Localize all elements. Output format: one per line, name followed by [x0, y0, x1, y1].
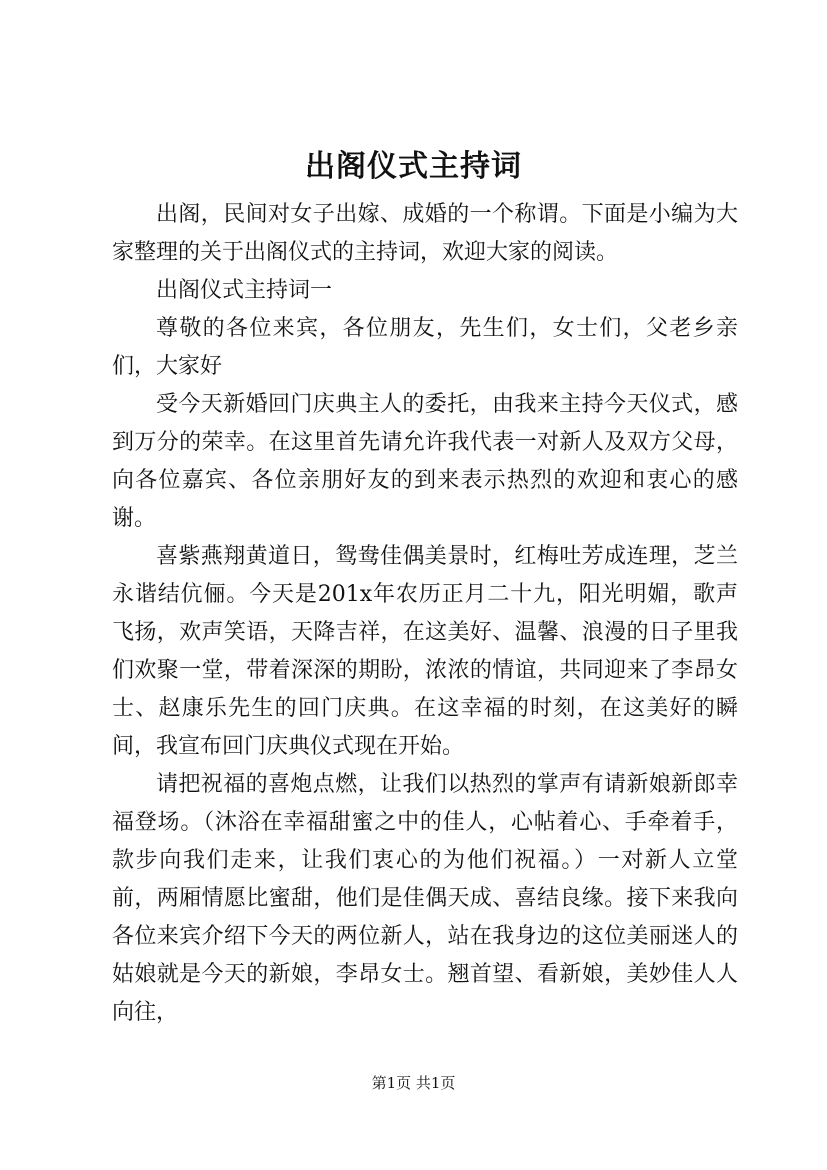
paragraph-intro: 出阁，民间对女子出嫁、成婚的一个称谓。下面是小编为大家整理的关于出阁仪式的主持词，欢迎大家的阅读。: [112, 202, 738, 265]
paragraph-greeting: 尊敬的各位来宾，各位朋友，先生们，女士们，父老乡亲们，大家好: [112, 316, 738, 379]
paragraph-opening: 喜紫燕翔黄道日，鸳鸯佳偶美景时，红梅吐芳成连理，芝兰永谐结伉俪。今天是201x年农历正月二十九，阳光明媚，歌声飞扬，欢声笑语，天降吉祥，在这美好、温馨、浪漫的日子里我们欢聚一堂，带着深深的期盼，浓浓的情谊，共同迎来了李昂女士、赵康乐先生的回门庆典。在这幸福的时刻，在这美好的瞬间，我宣布回门庆典仪式现在开始。: [112, 544, 738, 759]
document-title: 出阁仪式主持词: [305, 149, 522, 184]
paragraph-introduction: 请把祝福的喜炮点燃，让我们以热烈的掌声有请新娘新郎幸福登场。（沐浴在幸福甜蜜之中的佳人，心帖着心、手牵着手，款步向我们走来，让我们衷心的为他们祝福。）一对新人立堂前，两厢情愿比蜜甜，他们是佳偶天成、喜结良缘。接下来我向各位来宾介绍下今天的两位新人，站在我身边的这位美丽迷人的姑娘就是今天的新娘，李昂女士。翘首望、看新娘，美妙佳人人向往，: [112, 772, 738, 1025]
paragraph-welcome: 受今天新婚回门庆典主人的委托，由我来主持今天仪式，感到万分的荣幸。在这里首先请允许我代表一对新人及双方父母，向各位嘉宾、各位亲朋好友的到来表示热烈的欢迎和衷心的感谢。: [112, 392, 738, 531]
page-footer: 第1页 共1页: [371, 1074, 456, 1092]
document-body: [112, 196, 738, 1032]
section-heading: 出阁仪式主持词一: [156, 278, 333, 303]
